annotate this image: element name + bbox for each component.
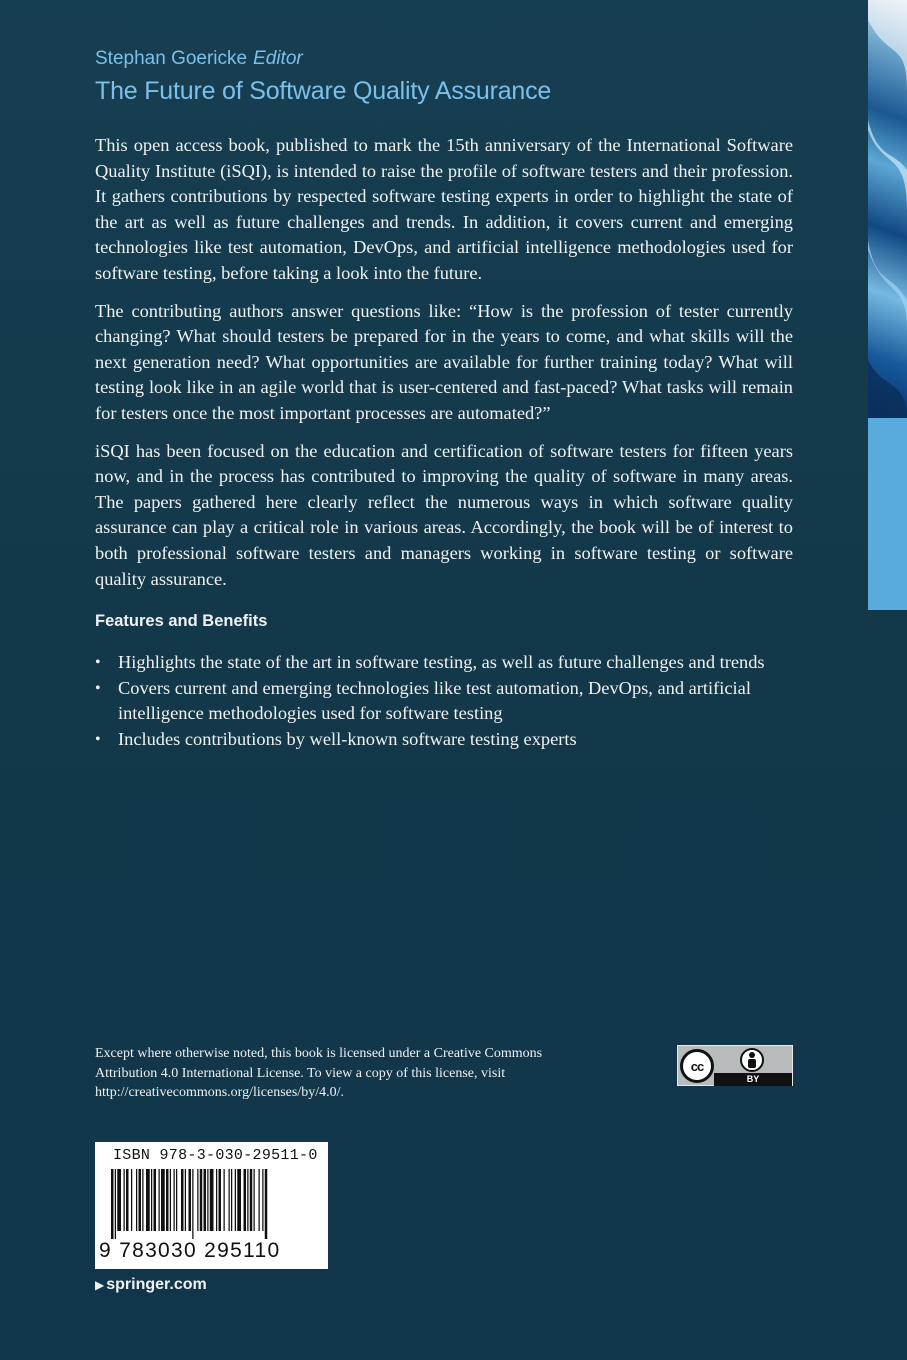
side-artwork-strip [868, 0, 907, 418]
bullet-icon: • [95, 654, 101, 671]
barcode-bar [265, 1169, 268, 1239]
barcode-bar [185, 1169, 186, 1231]
editor-line [95, 48, 303, 70]
barcode-bar [124, 1169, 125, 1231]
barcode-bar [126, 1169, 129, 1231]
barcode-bar [117, 1169, 121, 1231]
barcode-bar [159, 1169, 160, 1231]
barcode-bar [237, 1169, 241, 1231]
barcode-bar [192, 1169, 193, 1239]
cc-icon: cc [680, 1049, 714, 1083]
barcode-bar [170, 1169, 171, 1231]
blurb-paragraph: This open access book, published to mark the 15th anniversary of the International Software Quality Institute (iSQI), is intended to raise the profile of software testers and their profession. It gathers contributions by respected software testing experts in order to highlight the state of the art as well as future challenges and trends. In addition, it covers current and emerging technologies like test automation, DevOps, and artificial intelligence methodologies used for software testing, before taking a look into the future. [95, 135, 793, 283]
feature-item [95, 676, 793, 727]
barcode-bar [262, 1169, 263, 1231]
barcode-bar [154, 1169, 157, 1231]
license-text: Except where otherwise noted, this book is licensed under a Creative Commons Attribution 4.0 International License. To view a copy of this license, visit http://creativecommons.org/licenses/by/4.0/. [95, 1046, 543, 1100]
barcode-bar [210, 1169, 214, 1231]
cc-by-label: BY [746, 1074, 760, 1084]
attribution-person-icon [740, 1048, 764, 1072]
barcode-bar [181, 1169, 184, 1231]
barcode-bar [189, 1169, 192, 1231]
barcode-bar [207, 1169, 208, 1231]
feature-text: Covers current and emerging technologies like test automation, DevOps, and artificial intelligence methodologies used for software testing [118, 677, 751, 724]
barcode-bar [254, 1169, 255, 1231]
feature-item [95, 650, 793, 676]
barcode-bar [224, 1169, 225, 1231]
springer-link-text: springer.com [106, 1276, 207, 1293]
isbn-label: ISBN 978-3-030-29511-0 [113, 1147, 318, 1164]
barcode-bars [111, 1169, 314, 1239]
features-list [95, 650, 793, 752]
bullet-icon: • [95, 679, 101, 697]
blurb-paragraph: The contributing authors answer questions like: “How is the profession of tester currently changing? What should testers be prepared for in the years to come, and what skills will the next generation need? What opportunities are available for further training today? What will testing look like in an agile world that is user-centered and fast-paced? What tasks will remain for testers once the most important processes are automated?” [95, 300, 793, 423]
feature-item [95, 727, 793, 753]
side-artwork-graphic [868, 0, 907, 418]
barcode-bar [204, 1169, 207, 1231]
barcode-bar [111, 1169, 114, 1239]
barcode-bar [131, 1169, 132, 1231]
barcode-bar [247, 1169, 248, 1231]
barcode-bar [259, 1169, 260, 1231]
barcode-bar [139, 1169, 142, 1231]
side-color-band [868, 418, 907, 610]
feature-text: Highlights the state of the art in software testing, as well as future challenges and trends [118, 652, 765, 672]
cc-by-license-badge[interactable] [677, 1045, 793, 1086]
barcode-bar [151, 1169, 152, 1231]
barcode-bar [231, 1169, 232, 1231]
blurb-paragraph: iSQI has been focused on the education and certification of software testers for fifteen years now, and in the process has contributed to improving the quality of software in many areas. The papers gathered here clearly reflect the numerous ways in which software quality assurance can play a critical role in various areas. Accordingly, the book will be of interest to both professional software testers and managers working in software testing or software quality assurance. [95, 440, 793, 589]
arrow-right-icon: ▶ [95, 1278, 105, 1292]
barcode-bar [161, 1169, 165, 1231]
blurb [95, 133, 793, 604]
springer-link[interactable] [95, 1276, 207, 1294]
barcode-bar [174, 1169, 175, 1231]
barcode-bar [250, 1169, 253, 1231]
barcode-bar [142, 1169, 143, 1231]
barcode-bar [229, 1169, 230, 1231]
book-title: The Future of Software Quality Assurance [95, 77, 552, 105]
barcode-bar [219, 1169, 222, 1231]
features-heading: Features and Benefits [95, 612, 268, 630]
barcode-bar [197, 1169, 198, 1231]
isbn-barcode [95, 1142, 328, 1269]
editor-name: Stephan Goericke [95, 48, 248, 69]
feature-text: Includes contributions by well-known software testing experts [118, 728, 577, 749]
bullet-icon: • [95, 730, 101, 748]
barcode-digits: 9 783030 295110 [99, 1239, 281, 1262]
barcode-bar [166, 1169, 169, 1231]
editor-role: Editor [253, 48, 303, 69]
barcode-bar [115, 1169, 116, 1239]
barcode-bar [136, 1169, 137, 1231]
barcode-bar [176, 1169, 177, 1231]
barcode-bar [200, 1169, 203, 1231]
barcode-bar [146, 1169, 150, 1231]
barcode-bar [216, 1169, 217, 1231]
barcode-bar [235, 1169, 236, 1231]
barcode-bar [244, 1169, 247, 1231]
